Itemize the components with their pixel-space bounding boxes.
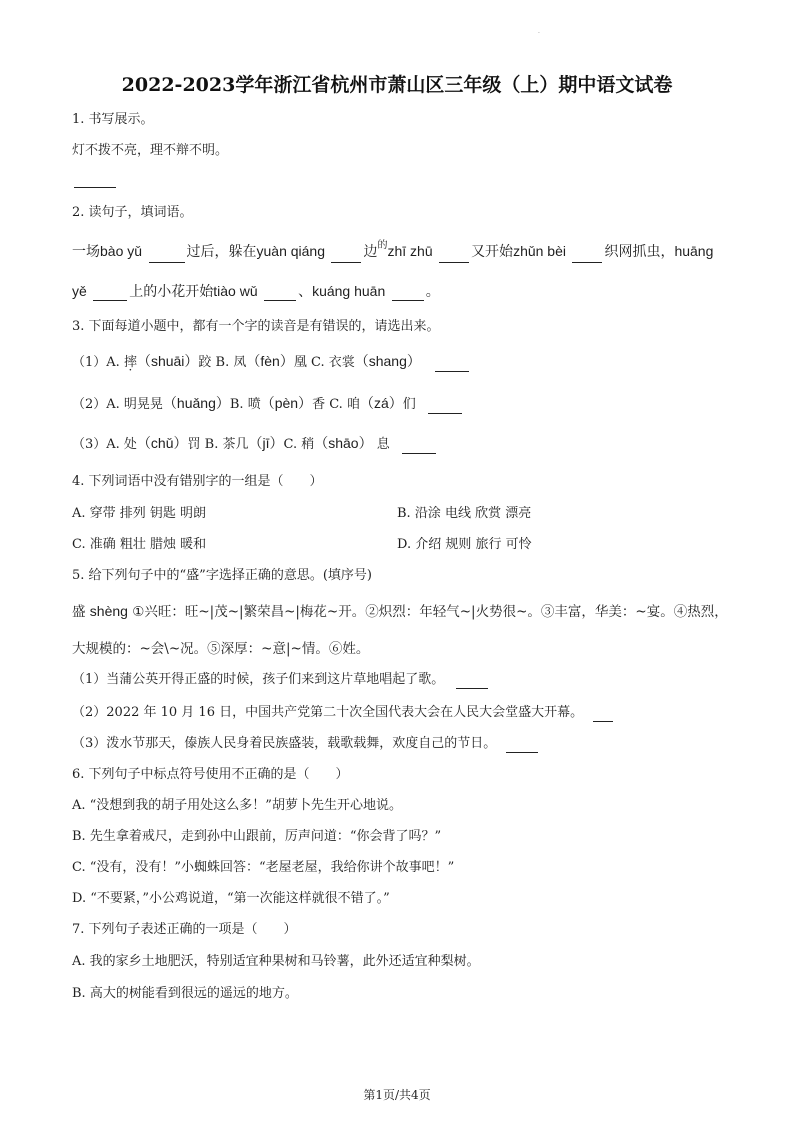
q1-answer-line[interactable] [72, 170, 118, 188]
q2-line-2 [72, 282, 440, 301]
answer-blank[interactable] [428, 399, 462, 414]
answer-blank[interactable] [264, 286, 296, 301]
answer-blank[interactable] [402, 439, 436, 454]
q3-text: （1）A. [72, 355, 124, 370]
pinyin: （shuāi） [136, 353, 199, 369]
q3-text: （3）A. 处 [72, 437, 137, 452]
pinyin: tiào wǔ [213, 283, 258, 299]
answer-blank[interactable] [439, 248, 469, 263]
q5-sentence-text: （3）泼水节那天，傣族人民身着民族盛装，载歌载舞，欢度自己的节日。 [72, 736, 497, 751]
q5-sentence-1 [72, 671, 490, 689]
q4-heading: 4. 下列词语中没有错别字的一组是（ ） [72, 474, 323, 489]
q5-sentence-text: （1）当蒲公英开得正盛的时候，孩子们来到这片草地唱起了歌。 [72, 672, 445, 687]
answer-blank[interactable] [392, 286, 424, 301]
q5-definition-1 [72, 602, 728, 621]
q5-definition-text: ①兴旺：旺~|茂~|繁荣昌~|梅花~开。②炽烈：年轻气~|火势很~。③丰富，华美：~宴。④热烈， [132, 604, 728, 620]
pinyin: （shāo） [314, 435, 373, 451]
answer-blank[interactable] [593, 707, 613, 722]
answer-blank[interactable] [149, 248, 185, 263]
q2-text: 又开始 [471, 244, 514, 260]
superscript-char: 的 [377, 240, 388, 251]
q2-line-1 [72, 242, 713, 263]
answer-blank[interactable] [435, 357, 469, 372]
q3-item-2 [72, 394, 464, 414]
q2-text: 织网抓虫， [604, 244, 675, 260]
q5-definition-2: 大规模的：~会\~况。⑤深厚：~意|~情。⑥姓。 [72, 641, 370, 657]
pinyin: yuàn qiáng [256, 243, 326, 259]
answer-blank[interactable] [506, 738, 538, 753]
pinyin: （shang） [354, 353, 421, 369]
q4-option-b[interactable]: B. 沿涂 电线 欣赏 漂亮 [397, 506, 532, 521]
q2-text: 边 [363, 244, 378, 260]
q5-sentence-text: （2）2022 年 10 月 16 日，中国共产党第二十次全国代表大会在人民大会堂盛大开幕。 [72, 705, 584, 720]
q2-heading: 2. 读句子，填词语。 [72, 205, 193, 220]
q1-heading: 1. 书写展示。 [72, 112, 154, 127]
q5-sentence-2 [72, 704, 615, 722]
pinyin: （jī） [248, 435, 284, 451]
q6-option-a[interactable]: A. “没想到我的胡子用处这么多！”胡萝卜先生开心地说。 [72, 798, 402, 813]
q5-char: 盛 [72, 604, 86, 620]
q3-text: 香 C. 咱 [312, 397, 360, 412]
q6-option-b[interactable]: B. 先生拿着戒尺，走到孙中山跟前，厉声问道：“你会背了吗？” [72, 829, 442, 844]
pinyin: zhī zhū [387, 243, 433, 259]
q3-text: 凰 C. 衣裳 [293, 355, 355, 370]
q5-sentence-3 [72, 735, 540, 753]
q3-text: 们 [402, 397, 416, 412]
pinyin: （pèn） [260, 395, 313, 411]
pinyin: shèng [89, 603, 128, 619]
q1-text: 灯不拨不亮，理不辩不明。 [72, 143, 229, 158]
q3-item-1 [72, 352, 471, 372]
q2-text: 过后，躲在 [186, 244, 257, 260]
q7-option-b[interactable]: B. 高大的树能看到很远的遥远的地方。 [72, 986, 298, 1001]
q7-option-a[interactable]: A. 我的家乡土地肥沃，特别适宜种果树和马铃薯，此外还适宜种梨树。 [72, 954, 480, 969]
pinyin: （zá） [359, 395, 403, 411]
answer-blank[interactable] [331, 248, 361, 263]
q2-text: 一场 [72, 244, 100, 260]
pinyin: （huǎng） [162, 395, 230, 411]
answer-blank[interactable] [456, 674, 488, 689]
q3-item-3 [72, 434, 438, 454]
q6-heading: 6. 下列句子中标点符号使用不正确的是（ ） [72, 767, 349, 782]
q6-option-c[interactable]: C. “没有，没有！”小蜘蛛回答：“老屋老屋，我给你讲个故事吧！” [72, 860, 455, 875]
q3-text: 跤 B. 凤 [198, 355, 247, 370]
pinyin: bào yǔ [100, 243, 143, 259]
q2-text: 。 [425, 284, 440, 300]
page-title: 2022-2023学年浙江省杭州市萧山区三年级（上）期中语文试卷 [121, 74, 673, 96]
pinyin: （fèn） [246, 353, 294, 369]
q3-text: （2）A. 明晃晃 [72, 397, 163, 412]
q6-option-d[interactable]: D. “不要紧，”小公鸡说道，“第一次能这样就很不错了。” [72, 891, 390, 906]
q3-text: B. 喷 [229, 397, 261, 412]
answer-blank[interactable] [572, 248, 602, 263]
answer-blank[interactable] [93, 286, 127, 301]
q5-heading: 5. 给下列句子中的“盛”字选择正确的意思。(填序号) [72, 568, 372, 583]
pinyin: huāng [674, 243, 714, 259]
q3-text: C. 稍 [283, 437, 315, 452]
q4-option-a[interactable]: A. 穿带 排列 钥匙 明朗 [72, 506, 207, 521]
q4-option-c[interactable]: C. 准确 粗壮 腊烛 暖和 [72, 537, 207, 552]
q2-text: 、 [298, 284, 313, 300]
q3-heading: 3. 下面每道小题中，都有一个字的读音是有错误的，请选出来。 [72, 319, 440, 334]
scan-mark: · [538, 30, 540, 37]
q7-heading: 7. 下列句子表述正确的一项是（ ） [72, 922, 297, 937]
q3-text: 息 [376, 437, 390, 452]
pinyin: yě [72, 283, 87, 299]
page-footer: 第1页/共4页 [363, 1088, 431, 1102]
pinyin: zhǔn bèi [513, 243, 566, 259]
pinyin: kuáng huān [312, 283, 386, 299]
q2-text: 上的小花开始 [129, 284, 214, 300]
q4-option-d[interactable]: D. 介绍 规则 旅行 可怜 [397, 537, 532, 552]
dotted-char: 摔 [123, 355, 137, 370]
pinyin: （chǔ） [136, 435, 188, 451]
q3-text: 罚 B. 茶几 [187, 437, 249, 452]
